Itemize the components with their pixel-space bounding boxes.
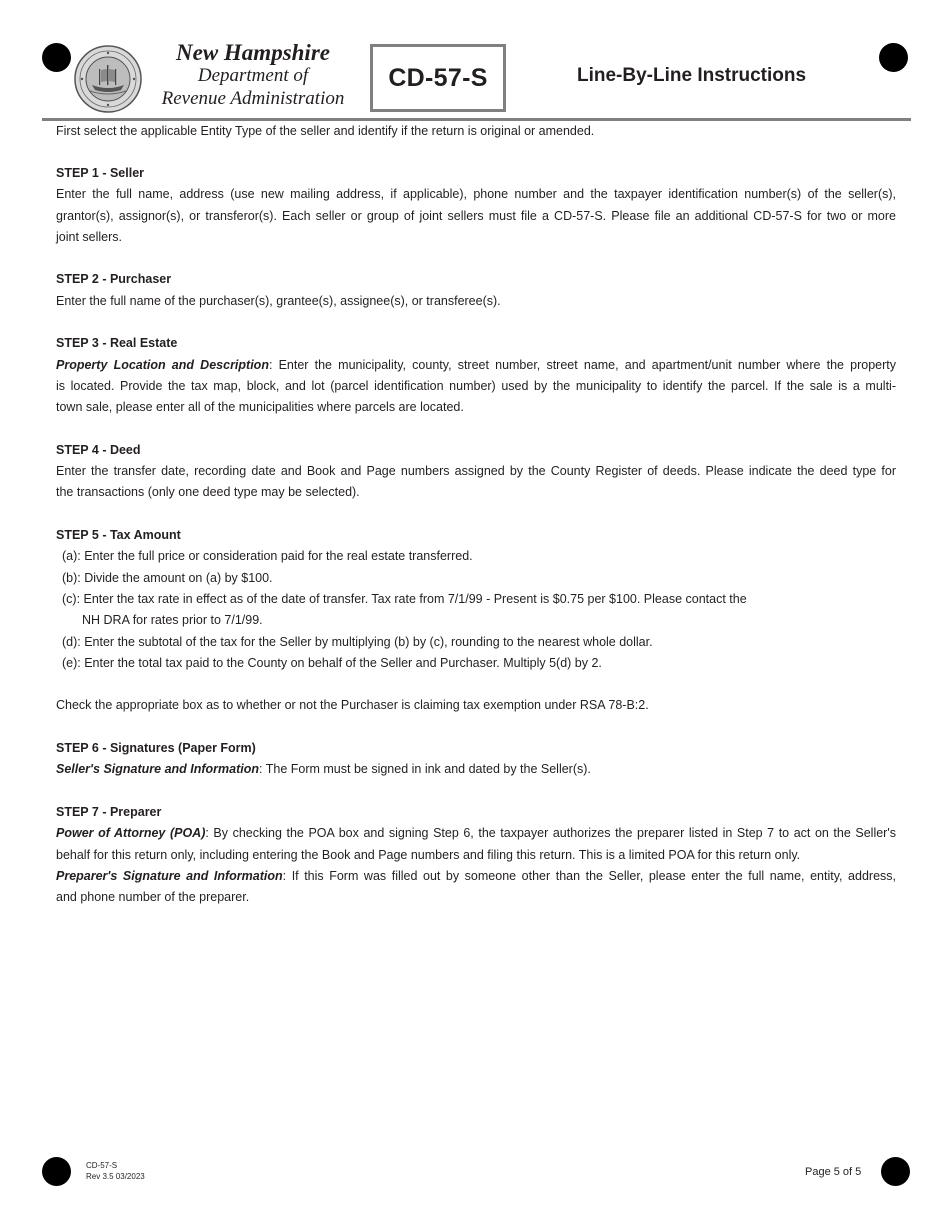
footer-revision: Rev 3.5 03/2023 <box>86 1172 145 1181</box>
registration-mark-top-right <box>879 43 908 72</box>
state-name: New Hampshire <box>176 40 330 65</box>
step-6-heading: STEP 6 - Signatures (Paper Form) <box>56 741 256 756</box>
poa-line-2: behalf for this return only, including entering the Book and Page numbers and filing this return. This is a limited POA for this return only. <box>56 847 801 862</box>
step-3-line-3: town sale, please enter all of the municipalities where parcels are located. <box>56 400 464 415</box>
step-5-tax-amount <box>56 525 896 674</box>
step-4-line-2: the transactions (only one deed type may be selected). <box>56 485 360 500</box>
step-3-line-2: is located. Provide the tax map, block, and lot (parcel identification number) used by the municipality to identify the parcel. If the sale is a multi- <box>56 378 896 393</box>
step-3-heading: STEP 3 - Real Estate <box>56 336 178 351</box>
footer-form-info <box>86 1160 145 1182</box>
preparer-line-2: and phone number of the preparer. <box>56 890 250 905</box>
preparer-line-1-text: : If this Form was filled out by someone other than the Seller, please enter the full name, entity, address, <box>282 868 896 883</box>
step-1-line-3: joint sellers. <box>56 229 122 244</box>
step-2-heading: STEP 2 - Purchaser <box>56 272 172 287</box>
step-5-item-e: (e): Enter the total tax paid to the County on behalf of the Seller and Purchaser. Multiply 5(d) by 2. <box>62 655 602 670</box>
page-number: Page 5 of 5 <box>805 1166 862 1178</box>
step-1-heading: STEP 1 - Seller <box>56 166 145 180</box>
step-4-deed <box>56 440 896 504</box>
intro-text: First select the applicable Entity Type of the seller and identify if the return is original or amended. <box>56 124 595 138</box>
step-1-line-2: grantor(s), assignor(s), or transferor(s). Each seller or group of joint sellers must file a CD-57-S. Please file an additional CD-57-S for two or more <box>56 208 896 223</box>
property-location-subhead: Property Location and Description <box>56 357 269 372</box>
state-seal-icon <box>74 45 142 113</box>
step-5-item-d: (d): Enter the subtotal of the tax for the Seller by multiplying (b) by (c), rounding to the nearest whole dollar. <box>62 634 653 649</box>
instructions-body <box>56 163 896 908</box>
preparer-line-1 <box>56 866 896 887</box>
agency-name <box>144 41 362 110</box>
department-line-1: Department of <box>197 65 309 86</box>
step-6-text-body: : The Form must be signed in ink and dated by the Seller(s). <box>259 762 591 777</box>
step-5-item-c: (c): Enter the tax rate in effect as of the date of transfer. Tax rate from 7/1/99 - Present is $0.75 per $100. Please contact the <box>62 591 747 606</box>
registration-mark-bottom-left <box>42 1157 71 1186</box>
step-6-text <box>56 759 896 780</box>
step-1-seller <box>56 163 896 248</box>
step-5-heading: STEP 5 - Tax Amount <box>56 528 181 543</box>
registration-mark-bottom-right <box>881 1157 910 1186</box>
step-5-item-b: (b): Divide the amount on (a) by $100. <box>62 570 273 585</box>
footer-form-code: CD-57-S <box>86 1161 118 1170</box>
step-2-text: Enter the full name of the purchaser(s), grantee(s), assignee(s), or transferee(s). <box>56 293 501 308</box>
form-code-box <box>370 44 506 112</box>
step-2-purchaser <box>56 269 896 312</box>
preparer-signature-subhead: Preparer's Signature and Information <box>56 868 283 883</box>
page-title: Line-By-Line Instructions <box>577 65 807 86</box>
poa-subhead: Power of Attorney (POA) <box>56 826 206 841</box>
step-5-item-c-continued: NH DRA for rates prior to 7/1/99. <box>82 613 263 628</box>
step-7-heading: STEP 7 - Preparer <box>56 804 162 819</box>
seller-signature-subhead: Seller's Signature and Information <box>56 762 260 777</box>
step-3-line-1-text: : Enter the municipality, county, street number, street name, and apartment/unit number where the property <box>268 357 896 372</box>
poa-line-1 <box>56 823 896 844</box>
form-code: CD-57-S <box>388 63 488 92</box>
step-3-real-estate <box>56 333 896 418</box>
step-5-item-a: (a): Enter the full price or consideration paid for the real estate transferred. <box>62 549 473 564</box>
poa-line-1-text: : By checking the POA box and signing Step 6, the taxpayer authorizes the preparer listed in Step 7 to act on the Seller's <box>205 826 896 841</box>
department-line-2: Revenue Administration <box>161 88 345 109</box>
step-4-line-1: Enter the transfer date, recording date and Book and Page numbers assigned by the County Register of deeds. Please indicate the deed type for <box>56 464 896 479</box>
step-4-heading: STEP 4 - Deed <box>56 442 141 457</box>
step-1-line-1: Enter the full name, address (use new mailing address, if applicable), phone number and the taxpayer identification number(s) of the seller(s), <box>56 187 896 202</box>
step-3-line-1 <box>56 355 896 376</box>
registration-mark-top-left <box>42 43 71 72</box>
exemption-note: Check the appropriate box as to whether or not the Purchaser is claiming tax exemption under RSA 78-B:2. <box>56 698 649 713</box>
step-7-preparer <box>56 802 896 908</box>
step-6-signatures <box>56 738 896 781</box>
